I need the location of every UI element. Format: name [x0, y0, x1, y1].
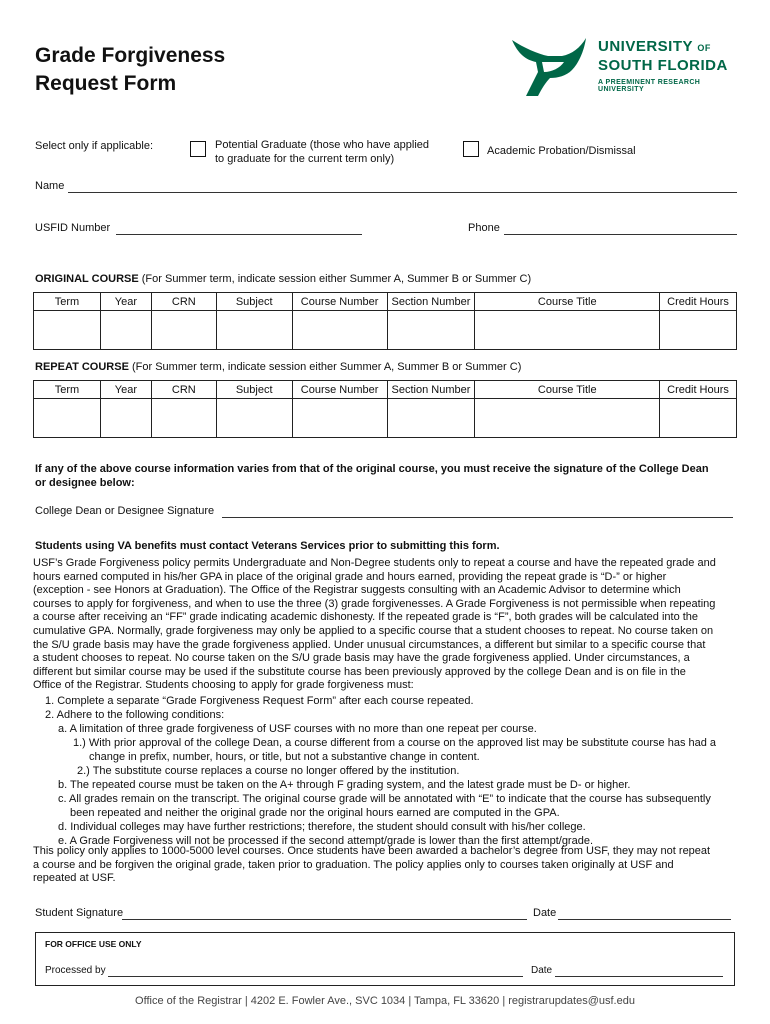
repeat-credit-hours-cell[interactable]: [660, 399, 737, 438]
header-course-number: Course Number: [292, 381, 387, 399]
dean-notice-line-1: If any of the above course information varies from that of the original course, you must receive the signature of the College Dean: [35, 463, 709, 475]
list-item: b. The repeated course must be taken on the A+ through F grading system, and the latest grade must be D- or higher.: [58, 779, 631, 791]
name-label: Name: [35, 180, 65, 192]
original-course-title-cell[interactable]: [475, 311, 660, 350]
policy-line: (exception - see Honors at Graduation). The Office of the Registrar suggests consulting with an Academic Advisor to determine which: [33, 584, 681, 597]
office-use-box: [35, 932, 735, 986]
header-year: Year: [100, 381, 151, 399]
header-section-number: Section Number: [387, 293, 475, 311]
header-crn: CRN: [151, 381, 216, 399]
probation-label: Academic Probation/Dismissal: [487, 145, 636, 157]
repeat-course-title-bold: REPEAT COURSE: [35, 361, 129, 373]
logo-wordmark: [598, 38, 748, 93]
policy-line: Office of the Registrar. Students choosing to apply for grade forgiveness must:: [33, 679, 414, 692]
list-item: 2.) The substitute course replaces a course no longer offered by the institution.: [77, 765, 460, 777]
header-subject: Subject: [216, 381, 292, 399]
policy-line: cumulative GPA. Normally, grade forgiveness may only be applied to a specific course that a student chooses to repeat. No course taken on: [33, 624, 714, 637]
repeat-subject-cell[interactable]: [216, 399, 292, 438]
student-date-field[interactable]: [558, 907, 731, 920]
header-year: Year: [100, 293, 151, 311]
office-date-field[interactable]: [555, 965, 723, 977]
dean-signature-field[interactable]: [222, 505, 733, 518]
va-notice: Students using VA benefits must contact Veterans Services prior to submitting this form.: [35, 540, 500, 552]
probation-checkbox[interactable]: [463, 141, 479, 157]
list-item: c. All grades remain on the transcript. The original course grade will be annotated with “E” to indicate that the course has subsequently: [58, 793, 711, 805]
potential-graduate-checkbox[interactable]: [190, 141, 206, 157]
name-field[interactable]: [68, 180, 737, 193]
list-item: 2. Adhere to the following conditions:: [45, 709, 225, 721]
repeat-course-title-cell[interactable]: [475, 399, 660, 438]
header-course-number: Course Number: [292, 293, 387, 311]
repeat-year-cell[interactable]: [100, 399, 151, 438]
closing-line: This policy only applies to 1000-5000 level courses. Once students have been awarded a bachelor’s degree from USF, they may not repeat: [33, 845, 711, 857]
logo-university: UNIVERSITY: [598, 38, 693, 55]
repeat-term-cell[interactable]: [34, 399, 101, 438]
logo-tagline: A PREEMINENT RESEARCH UNIVERSITY: [598, 79, 701, 93]
phone-label: Phone: [468, 222, 500, 234]
dean-signature-label: College Dean or Designee Signature: [35, 505, 215, 517]
repeat-course-title: [35, 361, 521, 373]
header-term: Term: [34, 381, 101, 399]
header-credit-hours: Credit Hours: [660, 381, 737, 399]
repeat-course-number-cell[interactable]: [292, 399, 387, 438]
original-course-title-bold: ORIGINAL COURSE: [35, 273, 139, 285]
original-crn-cell[interactable]: [151, 311, 216, 350]
original-subject-cell[interactable]: [216, 311, 292, 350]
original-term-cell[interactable]: [34, 311, 101, 350]
closing-line: repeated at USF.: [33, 872, 116, 885]
select-label: Select only if applicable:: [35, 140, 154, 152]
list-item: a. A limitation of three grade forgiveness of USF courses with no more than one repeat per course.: [58, 723, 537, 735]
original-course-title-note: (For Summer term, indicate session either Summer A, Summer B or Summer C): [138, 273, 532, 285]
policy-line: courses to apply for forgiveness, and when to use the three (3) grade forgivenesses. A Grade Forgiveness is not permissible when repeating: [33, 597, 716, 610]
header-course-title: Course Title: [475, 381, 660, 399]
office-date-label: Date: [531, 965, 553, 976]
list-item: e. A Grade Forgiveness will not be processed if the second attempt/grade is lower than the first attempt/grade.: [58, 835, 594, 847]
policy-line: hours earned computed in his/her GPA in place of the original grade and hours earned, providing the repeat grade is “D-” or higher: [33, 570, 667, 583]
list-item: been repeated and neither the original grade nor the original hours earned are computed in the GPA.: [70, 807, 560, 819]
potential-graduate-label: [215, 138, 429, 166]
policy-line: a course after receiving an “FF” grade indicating academic dishonesty. If the repeated grade is “F”, both grades will be calculated into the: [33, 611, 699, 624]
student-date-label: Date: [533, 907, 557, 919]
potential-graduate-text-1: Potential Graduate (those who have applied: [215, 139, 430, 151]
header-term: Term: [34, 293, 101, 311]
policy-paragraph: [33, 557, 743, 693]
repeat-section-number-cell[interactable]: [387, 399, 475, 438]
list-item: 1. Complete a separate “Grade Forgiveness Request Form” after each course repeated.: [45, 695, 474, 707]
list-item: 1.) With prior approval of the college Dean, a course different from a course on the approved list may be substitute course has had a: [73, 737, 717, 749]
policy-line: a student chooses to repeat. No course taken on the S/U grade basis may have the grade forgiveness applied. Under circumstances, a: [33, 652, 690, 665]
usfid-field[interactable]: [116, 222, 362, 235]
list-item: change in prefix, number, hours, or title, but not a substantive change in content.: [89, 751, 480, 763]
logo-south-florida: SOUTH FLORIDA: [598, 57, 728, 74]
header-section-number: Section Number: [387, 381, 475, 399]
repeat-course-table: [33, 380, 737, 438]
title-line-1: Grade Forgiveness: [35, 44, 226, 67]
usf-logo: [508, 30, 748, 102]
bull-horns-icon: [508, 32, 590, 100]
policy-line: USF’s Grade Forgiveness policy permits Undergraduate and Non-Degree students only to repeat a course and have the repeated grade and: [33, 557, 716, 569]
usfid-label: USFID Number: [35, 222, 111, 234]
original-course-table: [33, 292, 737, 350]
original-credit-hours-cell[interactable]: [660, 311, 737, 350]
processed-by-field[interactable]: [108, 965, 523, 977]
original-year-cell[interactable]: [100, 311, 151, 350]
student-signature-field[interactable]: [122, 907, 527, 920]
logo-of: OF: [697, 43, 711, 53]
dean-notice: [35, 462, 745, 490]
original-course-title: [35, 273, 531, 285]
repeat-course-title-note: (For Summer term, indicate session either Summer A, Summer B or Summer C): [128, 361, 522, 373]
phone-field[interactable]: [504, 222, 737, 235]
dean-notice-line-2: or designee below:: [35, 477, 135, 489]
repeat-crn-cell[interactable]: [151, 399, 216, 438]
list-item: d. Individual colleges may have further restrictions; therefore, the student should consult with his/her college.: [58, 821, 586, 833]
original-course-number-cell[interactable]: [292, 311, 387, 350]
header-credit-hours: Credit Hours: [660, 293, 737, 311]
student-signature-label: Student Signature: [35, 907, 124, 919]
office-use-title: FOR OFFICE USE ONLY: [45, 939, 142, 949]
header-crn: CRN: [151, 293, 216, 311]
header-course-title: Course Title: [475, 293, 660, 311]
header-subject: Subject: [216, 293, 292, 311]
closing-line: a course and be forgiven the original grade, taken prior to graduation. The policy applies only to courses taken originally at USF and: [33, 858, 674, 871]
footer-address: Office of the Registrar | 4202 E. Fowler Ave., SVC 1034 | Tampa, FL 33620 | registrarupdates@usf.edu: [135, 995, 635, 1007]
title-line-2: Request Form: [35, 72, 177, 95]
processed-by-label: Processed by: [45, 965, 106, 976]
page-title: [35, 42, 225, 98]
policy-line: different but similar course may be used if the substitute course has been previously approved by the college Dean and is on file in the: [33, 665, 686, 678]
policy-line: the S/U grade basis may have the grade forgiveness applied. Under unusual circumstances, a different but similar to a specific course that: [33, 638, 706, 651]
original-section-number-cell[interactable]: [387, 311, 475, 350]
closing-paragraph: [33, 845, 743, 886]
requirements-list: [33, 694, 743, 848]
potential-graduate-text-2: to graduate for the current term only): [215, 153, 395, 165]
